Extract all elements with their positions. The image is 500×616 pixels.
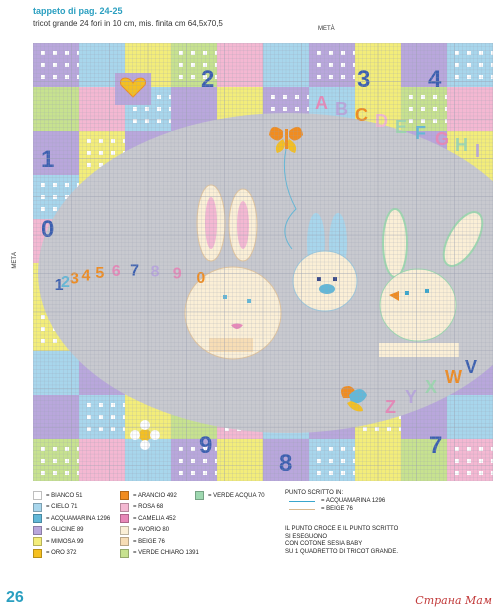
polka-dot <box>375 427 379 431</box>
legend-swatch <box>120 549 129 558</box>
polka-dot <box>53 339 57 343</box>
polka-dot <box>341 459 345 463</box>
legend-label: = VERDE CHIARO 1391 <box>133 550 199 557</box>
polka-dot <box>53 183 57 187</box>
pattern-subtitle: tricot grande 24 fori in 10 cm, mis. finita cm 64,5x70,5 <box>33 19 223 28</box>
legend-label: = ACQUAMARINA 1296 <box>46 515 111 522</box>
legend-swatch <box>120 526 129 535</box>
letter-top: I <box>475 141 481 161</box>
arc-digit: 7 <box>130 262 140 280</box>
polka-dot <box>53 195 57 199</box>
polka-dot <box>53 447 57 451</box>
polka-dot <box>295 95 299 99</box>
polka-dot <box>329 75 333 79</box>
polka-dot <box>53 459 57 463</box>
note-line: SU 1 QUADRETTO DI TRICOT GRANDE. <box>285 548 399 555</box>
center-mark-top: METÀ <box>318 26 335 32</box>
polka-dot <box>341 51 345 55</box>
arc-digit: 2 <box>61 273 70 291</box>
legend-label: = ROSA 68 <box>133 504 164 511</box>
legend-label: = BIANCO 51 <box>46 492 83 499</box>
legend-label: = CIELO 71 <box>46 504 78 511</box>
legend-swatch <box>33 549 42 558</box>
legend-label: = MIMOSA 99 <box>46 538 84 545</box>
stitch-heading: PUNTO SCRITTO IN: <box>285 490 344 496</box>
arc-digit: 4 <box>81 267 91 285</box>
legend-label: = ORO 372 <box>46 550 77 557</box>
polka-dot <box>467 51 471 55</box>
stitch-line-sample <box>289 509 315 510</box>
legend-column-3 <box>195 490 265 502</box>
polka-dot <box>329 447 333 451</box>
letter-top: E <box>395 117 408 137</box>
polka-dot <box>283 107 287 111</box>
polka-dot <box>433 95 437 99</box>
legend-swatch <box>120 537 129 546</box>
legend-entry <box>33 525 110 537</box>
legend-label: = ARANCIO 492 <box>133 492 177 499</box>
polka-dot <box>203 471 207 475</box>
polka-dot <box>191 51 195 55</box>
polka-dot <box>467 459 471 463</box>
polka-dot <box>341 447 345 451</box>
legend-entry <box>120 502 199 514</box>
letter-bottom: W <box>445 367 462 387</box>
polka-dot <box>467 75 471 79</box>
digit-bottom: 7 <box>429 432 443 459</box>
polka-dot <box>329 459 333 463</box>
stitch-info <box>285 489 385 513</box>
polka-dot <box>65 471 69 475</box>
polka-dot <box>421 95 425 99</box>
polka-dot <box>329 471 333 475</box>
polka-dot <box>203 51 207 55</box>
cross-stitch-chart <box>33 43 493 481</box>
polka-dot <box>341 471 345 475</box>
polka-dot <box>65 75 69 79</box>
polka-dot <box>53 471 57 475</box>
digit-left: 0 <box>41 216 55 243</box>
letter-bottom: Y <box>405 387 418 407</box>
letter-top: F <box>415 123 426 143</box>
polka-dot <box>329 51 333 55</box>
stitch-line-label: = ACQUAMARINA 1296 <box>321 498 386 504</box>
polka-dot <box>65 183 69 187</box>
legend-entry <box>120 536 199 548</box>
legend-label: = VERDE ACQUA 70 <box>208 492 265 499</box>
arc-digit: 9 <box>172 265 182 283</box>
letter-top: C <box>355 105 368 125</box>
legend-label: = CAMELIA 452 <box>133 515 176 522</box>
legend-entry <box>33 490 110 502</box>
polka-dot <box>479 471 483 475</box>
note-line: CON COTONE SESIA BABY <box>285 541 363 547</box>
polka-dot <box>157 95 161 99</box>
letter-top: B <box>335 99 348 119</box>
letter-top: D <box>375 111 388 131</box>
polka-dot <box>65 63 69 67</box>
letter-top: G <box>435 129 450 149</box>
legend-swatch <box>195 491 204 500</box>
digit-top: 4 <box>428 66 442 93</box>
note-line: SI ESEGUONO <box>285 533 328 540</box>
polka-dot <box>467 63 471 67</box>
legend-entry <box>120 548 199 560</box>
arc-digit: 6 <box>111 263 121 281</box>
legend-column-2 <box>120 490 199 559</box>
legend-swatch <box>33 514 42 523</box>
polka-dot <box>65 459 69 463</box>
stitch-line-label: = BEIGE 76 <box>321 506 353 512</box>
polka-dot <box>479 75 483 79</box>
polka-dot <box>111 427 115 431</box>
polka-dot <box>283 95 287 99</box>
polka-dot <box>65 51 69 55</box>
legend-label: = BEIGE 76 <box>133 538 165 545</box>
polka-dot <box>387 427 391 431</box>
polka-dot <box>99 139 103 143</box>
legend-swatch <box>33 537 42 546</box>
letter-bottom: Z <box>385 397 396 417</box>
pattern-title: tappeto di pag. 24-25 <box>33 6 123 16</box>
polka-dot <box>467 447 471 451</box>
legend-swatch <box>33 503 42 512</box>
stitch-grid <box>33 43 493 481</box>
polka-dot <box>295 107 299 111</box>
polka-dot <box>479 51 483 55</box>
polka-dot <box>145 107 149 111</box>
polka-dot <box>479 63 483 67</box>
arc-digit: 5 <box>95 264 105 282</box>
legend-swatch <box>33 491 42 500</box>
digit-bottom: 9 <box>199 432 213 459</box>
legend-entry <box>120 490 199 502</box>
polka-dot <box>53 63 57 67</box>
stitch-line-entry <box>289 505 385 513</box>
polka-dot <box>111 139 115 143</box>
polka-dot <box>203 459 207 463</box>
letter-top: A <box>315 93 328 113</box>
digit-bottom: 8 <box>279 450 293 477</box>
polka-dot <box>433 107 437 111</box>
legend-entry <box>33 513 110 525</box>
polka-dot <box>421 107 425 111</box>
legend-entry <box>33 502 110 514</box>
stitch-note <box>285 526 398 556</box>
legend-swatch <box>33 526 42 535</box>
legend-label: = GLICINE 89 <box>46 527 84 534</box>
legend-entry <box>120 525 199 537</box>
polka-dot <box>191 471 195 475</box>
arc-digit: 0 <box>196 269 206 287</box>
legend-column-1 <box>33 490 110 559</box>
digit-top: 2 <box>201 66 215 93</box>
digit-top: 3 <box>357 66 371 93</box>
legend-swatch <box>120 514 129 523</box>
arc-digit: 3 <box>69 270 79 288</box>
polka-dot <box>191 459 195 463</box>
arc-digit: 8 <box>150 263 160 281</box>
polka-dot <box>191 447 195 451</box>
letter-top: H <box>455 135 468 155</box>
letter-bottom: X <box>425 377 438 397</box>
polka-dot <box>341 75 345 79</box>
polka-dot <box>479 459 483 463</box>
legend-entry <box>33 548 110 560</box>
legend-entry <box>120 513 199 525</box>
polka-dot <box>479 447 483 451</box>
polka-dot <box>191 63 195 67</box>
polka-dot <box>467 471 471 475</box>
polka-dot <box>53 207 57 211</box>
legend-label: = AVORIO 80 <box>133 527 170 534</box>
arc-digit: 1 <box>54 277 64 295</box>
center-mark-left: METÀ <box>12 252 18 269</box>
polka-dot <box>111 403 115 407</box>
polka-dot <box>65 447 69 451</box>
stitch-line-entry <box>289 497 385 505</box>
digit-left: 1 <box>41 146 55 173</box>
polka-dot <box>53 75 57 79</box>
page-number: 26 <box>6 589 24 606</box>
legend-entry <box>33 536 110 548</box>
stitch-line-sample <box>289 501 315 502</box>
polka-dot <box>99 403 103 407</box>
legend-entry <box>195 490 265 502</box>
polka-dot <box>53 51 57 55</box>
legend-swatch <box>120 503 129 512</box>
polka-dot <box>191 75 195 79</box>
watermark: Страна Мам <box>415 594 492 607</box>
letter-bottom: V <box>465 357 478 377</box>
polka-dot <box>341 63 345 67</box>
legend-swatch <box>120 491 129 500</box>
polka-dot <box>99 427 103 431</box>
note-line: IL PUNTO CROCE E IL PUNTO SCRITTO <box>285 526 399 532</box>
polka-dot <box>329 63 333 67</box>
polka-dot <box>157 107 161 111</box>
